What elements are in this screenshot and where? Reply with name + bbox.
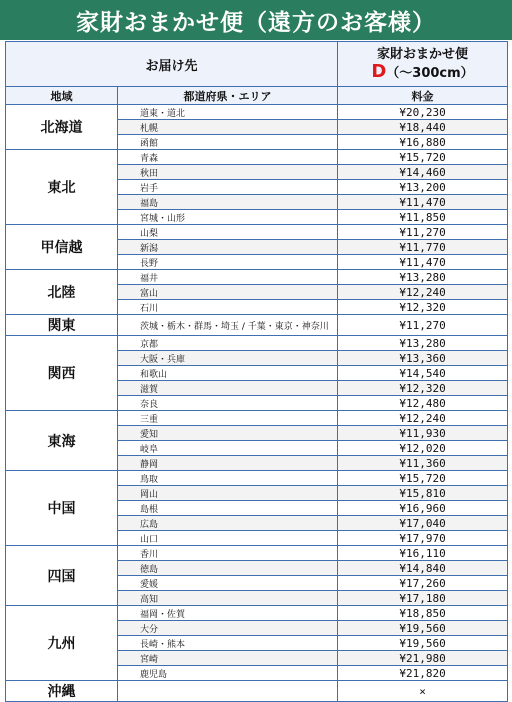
area-cell: 大分 (118, 621, 338, 636)
price-cell: ¥11,930 (338, 426, 508, 441)
price-cell: ¥19,560 (338, 621, 508, 636)
area-cell: 秋田 (118, 165, 338, 180)
price-cell: ¥15,720 (338, 471, 508, 486)
area-cell: 石川 (118, 300, 338, 315)
area-cell: 奈良 (118, 396, 338, 411)
table-row (6, 150, 508, 165)
table-row (6, 225, 508, 240)
price-cell: ¥12,240 (338, 411, 508, 426)
area-cell: 高知 (118, 591, 338, 606)
price-cell: ¥20,230 (338, 105, 508, 120)
area-cell: 大阪・兵庫 (118, 351, 338, 366)
region-cell: 四国 (6, 546, 118, 606)
price-cell: ¥17,260 (338, 576, 508, 591)
area-cell: 山口 (118, 531, 338, 546)
price-cell: ¥18,440 (338, 120, 508, 135)
area-cell: 岩手 (118, 180, 338, 195)
area-cell: 岐阜 (118, 441, 338, 456)
price-cell: ¥16,960 (338, 501, 508, 516)
price-cell: ¥13,280 (338, 270, 508, 285)
service-header (338, 42, 508, 87)
table-header-columns (6, 87, 508, 105)
price-cell: ¥15,720 (338, 150, 508, 165)
page-title: 家財おまかせ便（遠方のお客様） (0, 0, 512, 40)
area-cell: 宮崎 (118, 651, 338, 666)
area-cell: 宮城・山形 (118, 210, 338, 225)
column-header-price: 料金 (338, 87, 508, 105)
table-row (6, 411, 508, 426)
area-cell: 鳥取 (118, 471, 338, 486)
price-cell: ¥11,470 (338, 255, 508, 270)
rate-table-body (6, 105, 508, 702)
region-cell: 北陸 (6, 270, 118, 315)
price-cell: ¥18,850 (338, 606, 508, 621)
region-cell: 甲信越 (6, 225, 118, 270)
area-cell: 京都 (118, 336, 338, 351)
area-cell: 山梨 (118, 225, 338, 240)
table-row (6, 546, 508, 561)
price-cell: ¥11,470 (338, 195, 508, 210)
area-cell: 函館 (118, 135, 338, 150)
area-cell: 長崎・熊本 (118, 636, 338, 651)
price-cell: ¥21,820 (338, 666, 508, 681)
price-cell: ¥17,970 (338, 531, 508, 546)
price-cell: ¥14,840 (338, 561, 508, 576)
price-cell: ¥17,180 (338, 591, 508, 606)
area-cell: 島根 (118, 501, 338, 516)
price-cell: ¥12,320 (338, 381, 508, 396)
area-cell: 愛知 (118, 426, 338, 441)
area-cell: 和歌山 (118, 366, 338, 381)
price-cell: ¥19,560 (338, 636, 508, 651)
table-row (6, 681, 508, 702)
region-cell: 中国 (6, 471, 118, 546)
table-row (6, 315, 508, 336)
destination-header: お届け先 (6, 42, 338, 87)
area-cell: 道東・道北 (118, 105, 338, 120)
area-cell: 三重 (118, 411, 338, 426)
region-cell: 北海道 (6, 105, 118, 150)
area-cell: 徳島 (118, 561, 338, 576)
region-cell: 関東 (6, 315, 118, 336)
area-cell: 新潟 (118, 240, 338, 255)
price-cell: ¥13,200 (338, 180, 508, 195)
price-cell: ¥17,040 (338, 516, 508, 531)
table-row (6, 471, 508, 486)
price-cell: ¥11,270 (338, 225, 508, 240)
column-header-area: 都道府県・エリア (118, 87, 338, 105)
column-header-region: 地域 (6, 87, 118, 105)
size-range: （～300cm） (386, 66, 474, 81)
area-cell: 福島 (118, 195, 338, 210)
price-cell: ¥12,320 (338, 300, 508, 315)
area-cell: 香川 (118, 546, 338, 561)
area-cell: 滋賀 (118, 381, 338, 396)
area-cell: 青森 (118, 150, 338, 165)
area-cell: 茨城・栃木・群馬・埼玉 / 千葉・東京・神奈川 (118, 315, 338, 336)
price-cell: ¥15,810 (338, 486, 508, 501)
price-cell: ¥16,880 (338, 135, 508, 150)
price-cell: ¥12,020 (338, 441, 508, 456)
area-cell: 静岡 (118, 456, 338, 471)
size-line (338, 63, 507, 82)
table-row (6, 105, 508, 120)
price-cell: ¥11,770 (338, 240, 508, 255)
region-cell: 関西 (6, 336, 118, 411)
area-cell: 富山 (118, 285, 338, 300)
area-cell: 長野 (118, 255, 338, 270)
table-header-top (6, 42, 508, 87)
area-cell (118, 681, 338, 702)
price-cell: ¥13,360 (338, 351, 508, 366)
price-cell: ¥16,110 (338, 546, 508, 561)
table-row (6, 336, 508, 351)
price-cell: ¥11,850 (338, 210, 508, 225)
region-cell: 東海 (6, 411, 118, 471)
price-cell: ¥21,980 (338, 651, 508, 666)
size-code: D (371, 61, 387, 82)
table-row (6, 606, 508, 621)
price-cell: ¥12,240 (338, 285, 508, 300)
area-cell: 愛媛 (118, 576, 338, 591)
price-cell: ¥14,460 (338, 165, 508, 180)
price-cell: × (338, 681, 508, 702)
area-cell: 福岡・佐賀 (118, 606, 338, 621)
price-cell: ¥14,540 (338, 366, 508, 381)
price-cell: ¥12,480 (338, 396, 508, 411)
region-cell: 沖縄 (6, 681, 118, 702)
area-cell: 広島 (118, 516, 338, 531)
region-cell: 東北 (6, 150, 118, 225)
rate-table (5, 41, 508, 702)
price-cell: ¥11,270 (338, 315, 508, 336)
price-cell: ¥13,280 (338, 336, 508, 351)
area-cell: 福井 (118, 270, 338, 285)
region-cell: 九州 (6, 606, 118, 681)
service-label: 家財おまかせ便 (377, 47, 469, 62)
area-cell: 鹿児島 (118, 666, 338, 681)
area-cell: 札幌 (118, 120, 338, 135)
price-cell: ¥11,360 (338, 456, 508, 471)
table-row (6, 270, 508, 285)
area-cell: 岡山 (118, 486, 338, 501)
